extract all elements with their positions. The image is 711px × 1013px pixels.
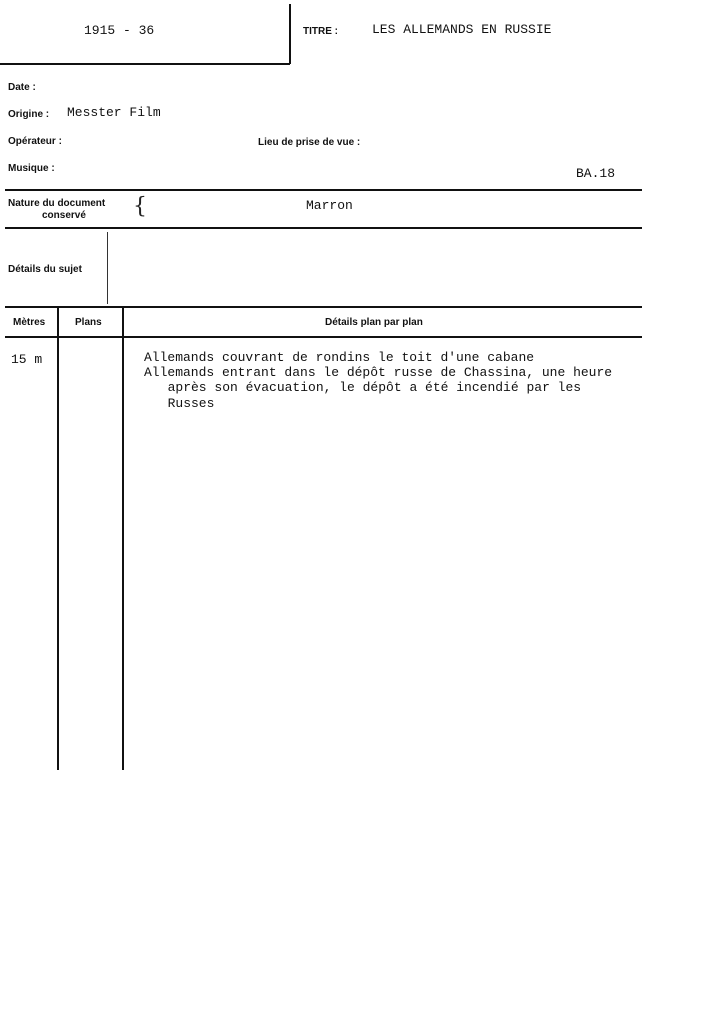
details-sujet-bottom-border	[5, 306, 642, 308]
col-header-details: Détails plan par plan	[325, 317, 423, 328]
nature-bottom-border	[5, 227, 642, 229]
nature-value: Marron	[306, 198, 353, 213]
table-col-divider-2	[122, 307, 124, 770]
table-header-bottom-border	[5, 336, 642, 338]
musique-label: Musique :	[8, 163, 55, 174]
details-sujet-divider	[107, 232, 108, 304]
col-header-metres: Mètres	[13, 317, 46, 328]
table-col-divider-1	[57, 307, 59, 770]
row-metres: 15 m	[11, 352, 43, 367]
reference-number: 1915 - 36	[84, 23, 155, 38]
detail-line-2: Allemands entrant dans le dépôt russe de Chassina, une heure	[144, 365, 613, 380]
ref-box-right-border	[289, 4, 291, 64]
col-header-plans: Plans	[75, 317, 102, 328]
lieu-label: Lieu de prise de vue :	[258, 137, 361, 148]
details-sujet-label: Détails du sujet	[8, 264, 82, 275]
origine-value: Messter Film	[67, 105, 161, 120]
ref-box-bottom-border	[0, 63, 290, 65]
detail-line-1: Allemands couvrant de rondins le toit d'une cabane	[144, 350, 535, 365]
nature-brace: {	[133, 194, 147, 219]
detail-line-4: Russes	[152, 396, 215, 411]
code-value: BA.18	[576, 166, 616, 181]
nature-label-line1: Nature du document	[8, 198, 106, 209]
detail-line-3: après son évacuation, le dépôt a été incendié par les	[152, 380, 582, 395]
titre-label: TITRE :	[303, 26, 338, 37]
titre-value: LES ALLEMANDS EN RUSSIE	[372, 22, 552, 37]
origine-label: Origine :	[8, 109, 50, 120]
nature-top-border	[5, 189, 642, 191]
nature-label-line2: conservé	[42, 210, 86, 221]
date-label: Date :	[8, 82, 36, 93]
operateur-label: Opérateur :	[8, 136, 62, 147]
